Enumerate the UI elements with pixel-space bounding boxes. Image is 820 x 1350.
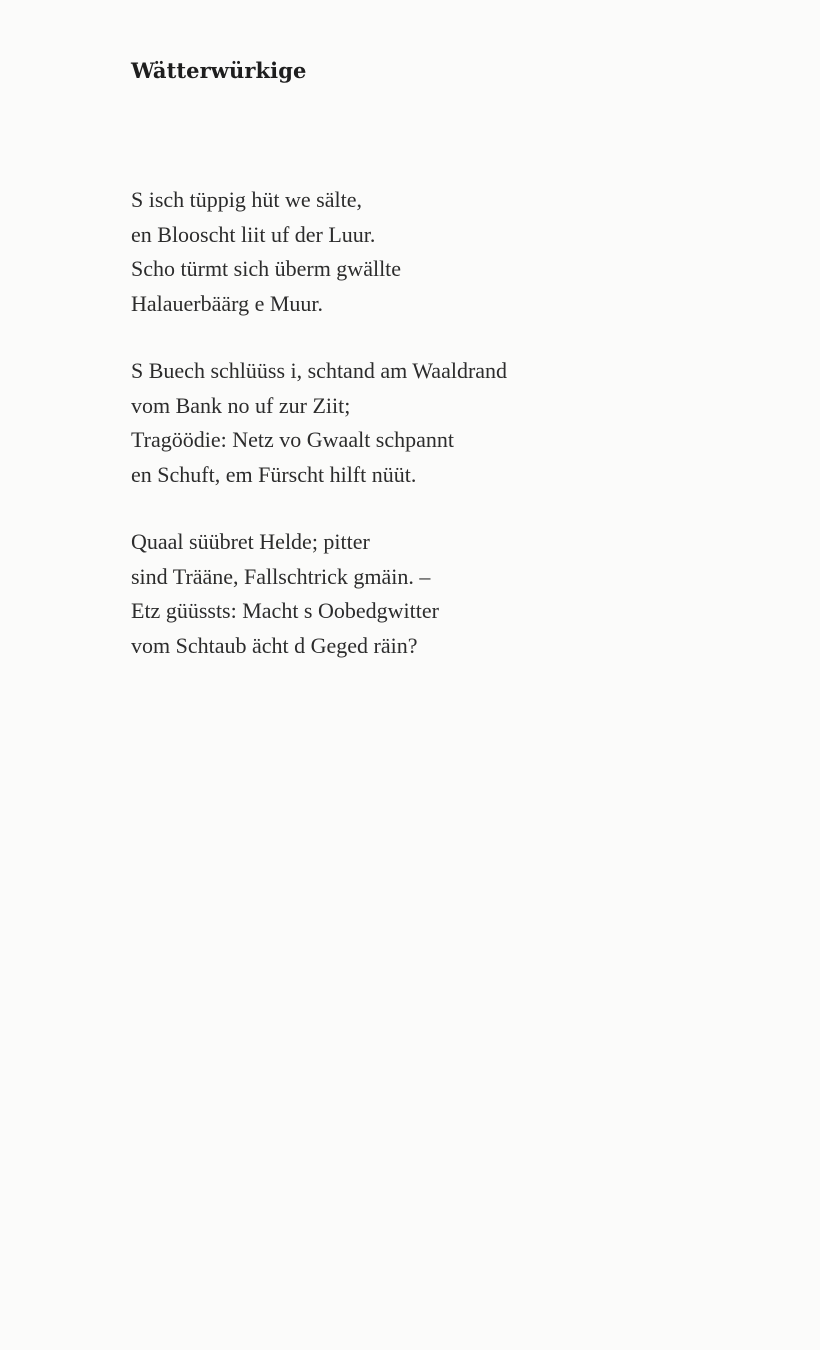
poem-line: vom Schtaub ächt d Geged räin?: [131, 632, 418, 658]
poem-line: Quaal süübret Helde; pitter: [131, 529, 370, 554]
poem-line: sind Trääne, Fallschtrick gmäin. –: [131, 563, 431, 589]
poem-body: [131, 183, 507, 696]
poem-title: Wätterwürkige: [131, 58, 307, 83]
poem-line: S isch tüppig hüt we sälte,: [131, 187, 362, 212]
poem-line: Scho türmt sich überm gwällte: [131, 256, 402, 281]
poem-line: Etz güüssts: Macht s Oobedgwitter: [131, 598, 439, 623]
poem-line: Halauerbäärg e Muur.: [131, 290, 324, 316]
stanza-1: [131, 183, 507, 321]
stanza-2: [131, 354, 507, 492]
poem-line: vom Bank no uf zur Ziit;: [131, 392, 351, 418]
stanza-3: [131, 525, 507, 663]
poem-line: S Buech schlüüss i, schtand am Waaldrand: [131, 358, 508, 383]
poem-line: en Schuft, em Fürscht hilft nüüt.: [131, 461, 417, 487]
poem-line: en Blooscht liit uf der Luur.: [131, 221, 376, 247]
poem-line: Tragöödie: Netz vo Gwaalt schpannt: [131, 427, 455, 452]
